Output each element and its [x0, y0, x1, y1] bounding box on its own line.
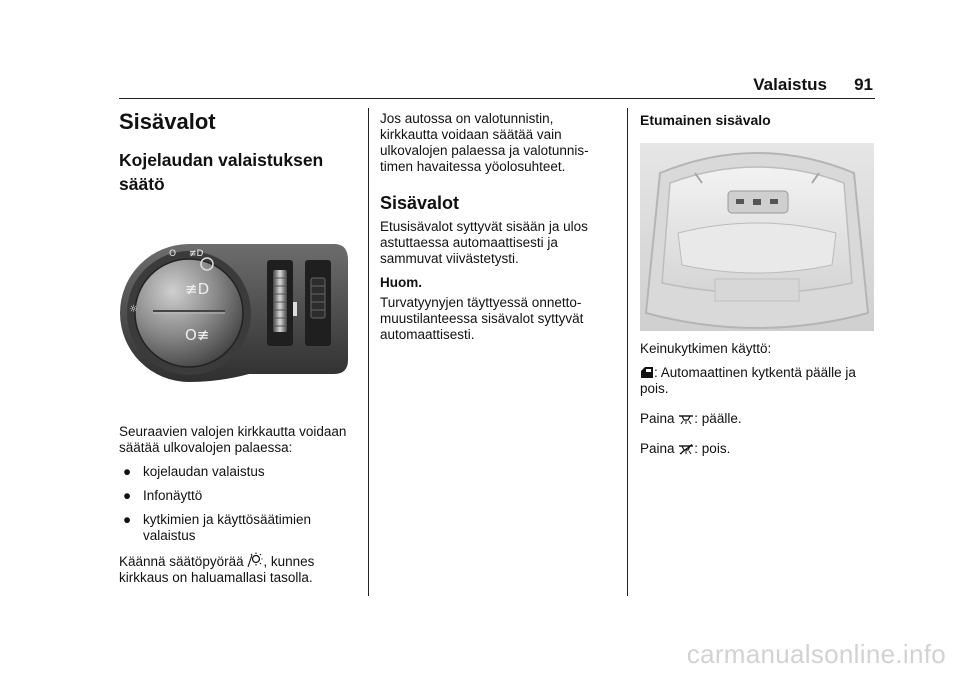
- rear-fog-icon: O≢: [185, 326, 210, 344]
- heading-interior-lights: Sisävalot: [380, 193, 460, 213]
- list-item: [119, 464, 347, 480]
- off-prefix: Paina: [640, 441, 675, 456]
- dimmer-wheel[interactable]: [273, 270, 287, 332]
- dimmer-sun-icon: [247, 552, 263, 568]
- bullet-marker: ●: [123, 512, 132, 527]
- auto-mode-line: [640, 365, 876, 397]
- list-item-text: kytkimien ja käyttösäätimien valaistus: [143, 512, 312, 543]
- auto-light-icon: ☼: [129, 304, 138, 315]
- paragraph-instruction: [119, 552, 347, 586]
- off-suffix: : pois.: [694, 441, 731, 456]
- headlight-level-wheel[interactable]: [311, 278, 325, 318]
- column-left: [119, 108, 347, 594]
- lamp-off-icon: [770, 199, 778, 204]
- note-label: Huom.: [380, 275, 422, 290]
- section-title: Sisävalot: [119, 109, 216, 134]
- column-middle: [380, 111, 612, 351]
- list-item-text: Infonäyttö: [143, 488, 203, 503]
- door-icon: [640, 366, 654, 379]
- on-prefix: Paina: [640, 411, 675, 426]
- paragraph-sensor: Jos autossa on valotunnistin, kirkkautta voidaan säätää vain ulkovalojen palaessa ja valotunnistimen havaitessa yöolosuhteet.: [380, 111, 589, 174]
- off-line: [640, 441, 876, 457]
- front-fog-icon: ≢D: [185, 280, 210, 298]
- heading-front-interior-light: Etumainen sisävalo: [640, 112, 771, 128]
- watermark: carmanualsonline.info: [686, 639, 946, 669]
- on-suffix: : päälle.: [694, 411, 742, 426]
- lamp-on-icon: [678, 414, 694, 425]
- paragraph-front-lights: Etusisävalot syttyvät sisään ja ulos astuttaessa automaattisesti ja sammuvat viivästetysti.: [380, 219, 588, 266]
- auto-mode-text: : Automaattinen kytkentä päälle ja pois.: [640, 365, 856, 396]
- subsection-title-line1: Kojelaudan valaistuksen: [119, 150, 324, 170]
- caption-rocker-switch: Keinukytkimen käyttö:: [640, 341, 772, 356]
- page-header: [119, 70, 875, 99]
- column-divider: [627, 108, 628, 596]
- subsection-title-line2: säätö: [119, 174, 165, 194]
- bullet-marker: ●: [123, 488, 132, 503]
- paragraph-intro: Seuraavien valojen kirkkautta voidaan säätää ulkovalojen palaessa:: [119, 424, 347, 455]
- subsection-title: [119, 148, 347, 196]
- off-position-icon: O: [169, 249, 177, 259]
- lamp-on-icon: [736, 199, 744, 204]
- list-item: [119, 488, 347, 504]
- note-text: Turvatyynyjen täyttyessä onnettomuustilanteessa sisävalot syttyvät automaattisesti.: [380, 295, 584, 342]
- instruction-prefix: Käännä säätöpyörää: [119, 554, 244, 569]
- list-item-text: kojelaudan valaistus: [143, 464, 265, 479]
- column-divider: [368, 108, 369, 596]
- column-right: [640, 108, 876, 465]
- bullet-list: [119, 464, 347, 544]
- page-number: 91: [854, 75, 873, 94]
- bullet-marker: ●: [123, 464, 132, 479]
- running-head: Valaistus: [753, 75, 827, 94]
- interior-light-figure: [640, 143, 874, 331]
- list-item: [119, 512, 347, 544]
- instruction-suffix: , kunnes kirkkaus on haluamallasi tasolla.: [119, 554, 315, 585]
- parking-light-icon: ≢D: [189, 249, 204, 259]
- lamp-off-icon: [678, 444, 694, 455]
- light-switch-figure: [119, 242, 351, 384]
- on-line: [640, 411, 876, 427]
- door-icon: [753, 199, 761, 205]
